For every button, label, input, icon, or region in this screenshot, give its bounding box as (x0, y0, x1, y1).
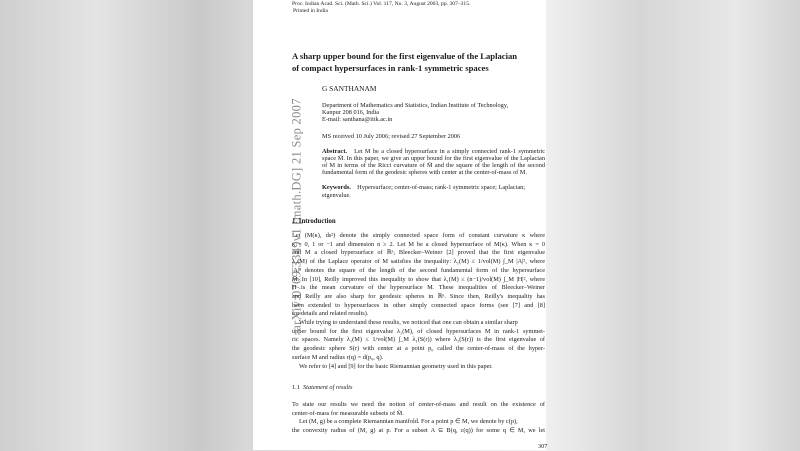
body-text-line: ric spaces. Namely λ₁(M) ≤ 1/vol(M) ∫_M λ₁(S(r)) where λ₁(S(r)) is the first eigenvalue of (292, 336, 545, 344)
title-line-1: A sharp upper bound for the first eigenvalue of the Laplacian (292, 51, 518, 61)
body-text-line: center-of-mass for measurable subsets of M̄. (292, 409, 404, 417)
journal-header: Proc. Indian Acad. Sci. (Math. Sci.) Vol. 117, No. 3, August 2003, pp. 307–315. (292, 1, 471, 7)
body-text-line: surface M and radius r(q) = d(p₀, q). (292, 353, 384, 361)
body-text-line: and M a closed hypersurface of ℝⁿ, Bleecker–Weiner [2] proved that the first eigenvalue (292, 249, 545, 257)
paper-page (253, 0, 546, 450)
affiliation-line: Department of Mathematics and Statistics, Indian Institute of Technology, (322, 102, 509, 109)
keywords-label: Keywords. (322, 184, 351, 191)
abstract-line: of M in terms of the Ricci curvature of M̄ and the square of the length of the second (322, 162, 545, 169)
body-text-line: λ₁(M) of the Laplace operator of M satisfies the inequality: λ₁(M) ≤ 1/vol(M) ∫_M |A|², where (292, 258, 545, 266)
title-line-2: of compact hypersurfaces in rank-1 symmetric spaces (292, 63, 489, 73)
author: G SANTHANAM (322, 84, 377, 93)
body-text-line: We refer to [4] and [9] for the basic Riemannian geometry used in this paper. (299, 362, 493, 370)
body-text-line: for details and related results). (292, 310, 369, 318)
body-text-line: and Reilly are also sharp for geodesic spheres in ℝⁿ. Since then, Reilly's inequality has (292, 292, 545, 300)
abstract-line: fundamental form of the geodesic spheres with center at the center-of-mass of M. (322, 169, 527, 176)
body-text-line: M. In [10], Reilly improved this inequality to show that λ₁(M) ≤ (n−1)/vol(M) ∫_M |H|², where (292, 275, 545, 283)
body-text-line: Let (M, g) be a complete Riemannian manifold. For a point p ∈ M, we denote by c(p), (299, 418, 518, 426)
body-text-line: H is the mean curvature of the hypersurface M. These inequalities of Bleecker–Weiner (292, 284, 545, 292)
received-dates: MS received 10 July 2006; revised 27 September 2006 (322, 133, 461, 140)
email[interactable]: E-mail: santhana@iitk.ac.in (322, 116, 393, 123)
keywords-line: eigenvalue. (322, 192, 351, 199)
body-text-line: the convexity radius of (M, g) at p. For a subset A ⊆ B(q, c(q)) for some q ∈ M, we let (292, 427, 545, 435)
affiliation-line: Kanpur 208 016, India (322, 109, 380, 116)
abstract-line: space M̄. In this paper, we give an upper bound for the first eigenvalue of the Laplacian (322, 155, 545, 162)
printed-in: Printed in India (293, 8, 328, 14)
subsection-heading: 1.1 Statement of results (292, 384, 353, 391)
abstract-line: Abstract. Let M be a closed hypersurface in a simply connected rank-1 symmetric (322, 148, 545, 155)
body-text-line: Let (M(κ), ds²) denote the simply connected space form of constant curvature κ where (292, 232, 545, 239)
body-text-line: κ = 0, 1 or −1 and dimension n ≥ 2. Let M be a closed hypersurface of M(κ). When κ = 0 (292, 240, 545, 248)
body-text-line: While trying to understand these results, we noticed that one can obtain a similar sharp (299, 319, 518, 326)
body-text-line: upper bound for the first eigenvalue λ₁(M), of closed hypersurfaces M in rank-1 symmet- (292, 327, 545, 335)
body-text-line: To state our results we need the notion of center-of-mass and result on the existence of (292, 401, 545, 408)
page-number: 307 (538, 443, 548, 450)
body-text-line: the geodesic sphere S(r) with center at a point p₀ called the center-of-mass of the hyper- (292, 345, 545, 353)
keywords-line: Keywords. Hypersurface; center-of-mass; rank-1 symmetric space; Laplacian; (322, 184, 526, 191)
body-text-line: |A|² denotes the square of the length of the second fundamental form of the hypersurface (292, 266, 545, 274)
section-heading: 1. Introduction (292, 218, 336, 225)
body-text-line: been extended to hypersurfaces in other simply connected space forms (see [7] and [8] (292, 301, 545, 309)
abstract-label: Abstract. (322, 148, 348, 155)
arxiv-stamp: arXiv:0709.3349v1 [math.DG] 21 Sep 2007 (289, 98, 304, 331)
